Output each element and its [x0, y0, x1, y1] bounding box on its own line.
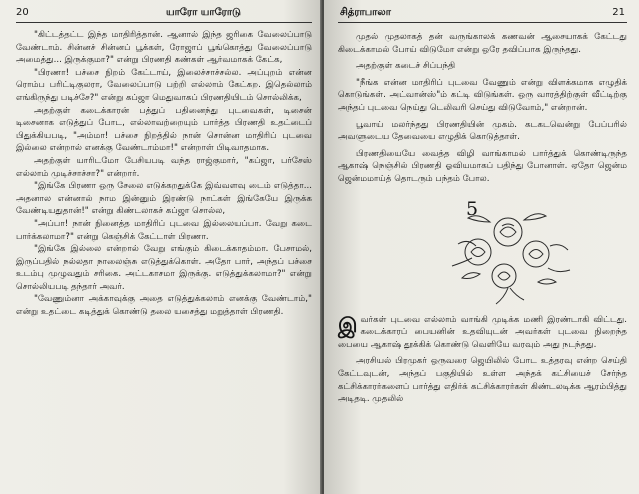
left-page-number: 20 [16, 7, 29, 18]
right-paragraph: அரசியல் பிரமுகர் ஒருவரை ஜெயிலில் போட உத்தரவு என்ற செய்தி கேட்டவுடன், அந்தப் பகுதியில் உள்ள அந்தக் கட்சியைச் சேர்ந்த கட்சிக்காரர்களைப் பார்த்து எதிர்க் கட்சிக்காரர்கள் கிண்டலடிக்க ஆரம்பித்து அடிதடி. முதலில் [338, 356, 627, 405]
right-page-header [338, 4, 627, 23]
rose-ornament-icon [438, 192, 578, 312]
left-paragraph: அதற்குள் யாரிடமோ பேசியபடி வந்த ராஜ்குமார், "கப்ஜா, பர்சேஸ் எல்லாம் முடிச்சாச்சா?" என்றார். [16, 155, 312, 179]
left-page-header [16, 4, 312, 23]
left-paragraph: அதற்குள் கடைக்காரன் பத்துப் பதினைந்து புடவைகள், டிசைன் டிசைனாக எடுத்துப் போட, எல்லாவற்றையும் பார்த்த பிரணதி உதட்டைப் பிதுக்கியபடி, "அம்மா! பச்சை நிறத்தில் நான் சொன்ன மாதிரிப் புடவை இல்லை என்றால் எனக்கு வேண்டாம்மா!" என்றாள் பிடிவாதமாக. [16, 105, 312, 154]
right-paragraph: பூவாய் மலர்ந்தது பிரணதியின் முகம். கடகடவென்று பேப்பரில் அவளுடைய தேவையை எழுதிக் கொடுத்தாள். [338, 119, 627, 143]
right-page-number: 21 [612, 7, 625, 18]
right-paragraph: அதற்குள் கடைச் சிப்பந்தி [356, 61, 456, 72]
right-paragraph: "நீங்க என்ன மாதிரிப் புடவை வேணும் என்று விளக்கமாக எழுதிக் கொடுங்கள். அட்வான்ஸ்"ம் கட்டி விடுங்கள். ஒரு வாரத்திற்குள் வீட்டிற்கு அந்தப் புடவை நெய்து டெலிவரி செய்து விடுவோம்," என்றான். [338, 77, 627, 113]
left-paragraph: "வேணும்னா அக்காவுக்கு அதை எடுத்துக்கலாம் எனக்கு வேண்டாம்," என்று உதட்டை கடித்துக் கொண்டு தலை யசைத்து மறுத்தாள் பிரணதி. [16, 294, 312, 318]
drop-cap: இ [338, 312, 358, 337]
left-paragraph: "இங்கே பிரணா ஒரு சேலை எடுக்கறதுக்கே இவ்வளவு டைம் எடுத்தா... அதனால என்னால் நாம இன்னும் இரண்டு நாட்கள் இங்கேயே இருக்க வேண்டியதுதான்!" என்று கிண்டலாகச் கப்ஜா சொல்ல, [16, 181, 312, 217]
left-paragraph: "கிட்டத்தட்ட இந்த மாதிரித்தான். ஆனால் இந்த ஜரிகை வேலைப்பாடு வேண்டாம். சின்னச் சின்னப் பூக்கள், ரோஜாப் பூங்கொத்து வேலைப்பாடு அமைத்து... இருக்குமா?" என்று பிரணதி கண்கள் ஆர்வமாகக் கேட்க, [16, 30, 312, 66]
right-running-title: சித்ராபாலா [340, 7, 391, 18]
left-running-title: யாரோ யாரோடு [166, 7, 241, 18]
right-paragraph [338, 314, 627, 352]
right-paragraph: பிரணதியையே வைத்த விழி வாங்காமல் பார்த்துக் கொண்டிருந்த ஆகாஷ் நெஞ்சில் பிரணதி ஓவியமாகப் பதிந்து போனாள். ஏதோ ஜென்ம ஜென்மமாய்த் தொடரும் பந்தம் போல. [338, 148, 627, 184]
chapter-number: 5 [466, 197, 479, 220]
chapter-heading [338, 190, 627, 310]
right-paragraph: முதல் முதலாகத் தன் வருங்காலக் கணவன் ஆசையாகக் கேட்டது கிடைக்காமல் போய் விடுமோ என்று ஒரே தவிப்பாக இருந்தது. [338, 32, 627, 55]
right-paragraph-text: வர்கள் புடவை எல்லாம் வாங்கி முடிக்க மணி இரண்டாகி விட்டது. கடைக்காரப் பையனின் உதவியுடன் அவர்கள் புடவை நிறைந்த பையை ஆகாஷ் தூக்கிக் கொண்டு வெளியே வரவும் அது நடந்தது. [338, 314, 627, 350]
left-paragraph: "அப்பா! நான் நினைத்த மாதிரிப் புடவை இல்லையப்பா. வேறு கடை பார்க்கலாமா?" என்று கெஞ்சிக் கேட்டாள் பிரணா. [16, 218, 312, 242]
left-paragraph: "பிரணா! பச்சை நிறம் கேட்டாய், இலைச்சாச்சல்ல. அப்புறம் என்ன ரொம்ப பரிட்டிகுலரா, வேலைப்பாடு பற்றி எல்லாம் கேட்கற. இதெல்லாம் எங்கிருந்து படிச்சே?" என்று கப்ஜா மெதுவாகப் பிரணதியிடம் சொல்லிக்க, [16, 67, 312, 103]
left-paragraph: "இங்கே இல்லை என்றால் வேறு எங்கும் கிடைக்காதம்மா. பேசாமல், இருப்பதில் நல்லதா நாலைஞ்சு எடுத்துக்கொள். அதோ பார், அந்தப் பச்சை உடம்பு முழுவதும் சரிகை. அட்டகாசமா இருக்கு. எடுத்துக்கலாமா?" என்று சொல்லியபடி தந்தார் அவர். [16, 244, 312, 292]
right-page [324, 0, 639, 494]
